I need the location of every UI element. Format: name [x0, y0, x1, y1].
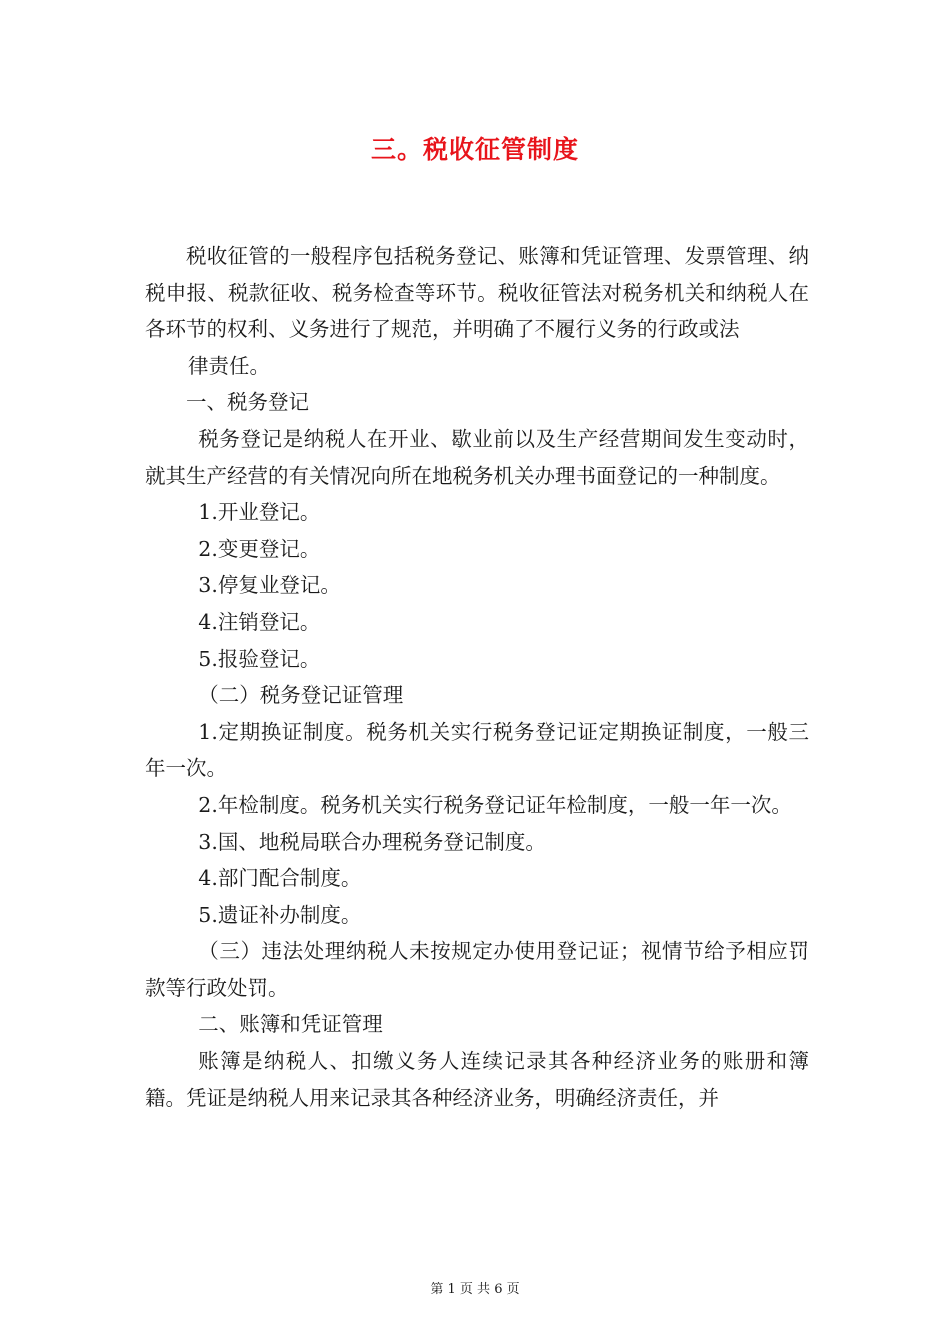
list-item: 1.开业登记。: [198, 500, 321, 525]
paragraph-books-definition: 账簿是纳税人、扣缴义务人连续记录其各种经济业务的账册和簿籍。凭证是纳税人用来记录其各种经济业务，明确经济责任，并: [145, 1049, 809, 1110]
list-item: 4.注销登记。: [198, 609, 321, 634]
subsection-heading-certificate: （二）税务登记证管理: [198, 683, 404, 708]
page-number-footer: 第 1 页 共 6 页: [430, 1282, 520, 1297]
list-item: 5.遗证补办制度。: [198, 902, 362, 927]
list-item: 3.停复业登记。: [198, 573, 341, 598]
list-item: 2.年检制度。税务机关实行税务登记证年检制度，一般一年一次。: [198, 792, 792, 817]
list-item: 2.变更登记。: [198, 536, 321, 561]
section-heading-registration: 一、税务登记: [186, 390, 309, 415]
page-title: 三。税收征管制度: [370, 135, 579, 164]
list-item: 3.国、地税局联合办理税务登记制度。: [198, 829, 546, 854]
list-item: 4.部门配合制度。: [198, 866, 362, 891]
list-item: 1.定期换证制度。税务机关实行税务登记证定期换证制度，一般三年一次。: [145, 719, 809, 781]
paragraph-intro: 税收征管的一般程序包括税务登记、账簿和凭证管理、发票管理、纳税申报、税款征收、税务检查等环节。税收征管法对税务机关和纳税人在各环节的权利、义务进行了规范，并明确了不履行义务的行政或法: [145, 244, 809, 342]
list-item: 5.报验登记。: [198, 646, 321, 671]
document-body: [145, 238, 809, 1116]
section-heading-books: 二、账簿和凭证管理: [198, 1012, 383, 1037]
paragraph-registration-definition: 税务登记是纳税人在开业、歇业前以及生产经营期间发生变动时，就其生产经营的有关情况向所在地税务机关办理书面登记的一种制度。: [145, 426, 809, 488]
paragraph-intro-continued: 律责任。: [188, 353, 271, 378]
subsection-heading-violation: （三）违法处理纳税人未按规定办使用登记证；视情节给予相应罚款等行政处罚。: [145, 939, 809, 1000]
